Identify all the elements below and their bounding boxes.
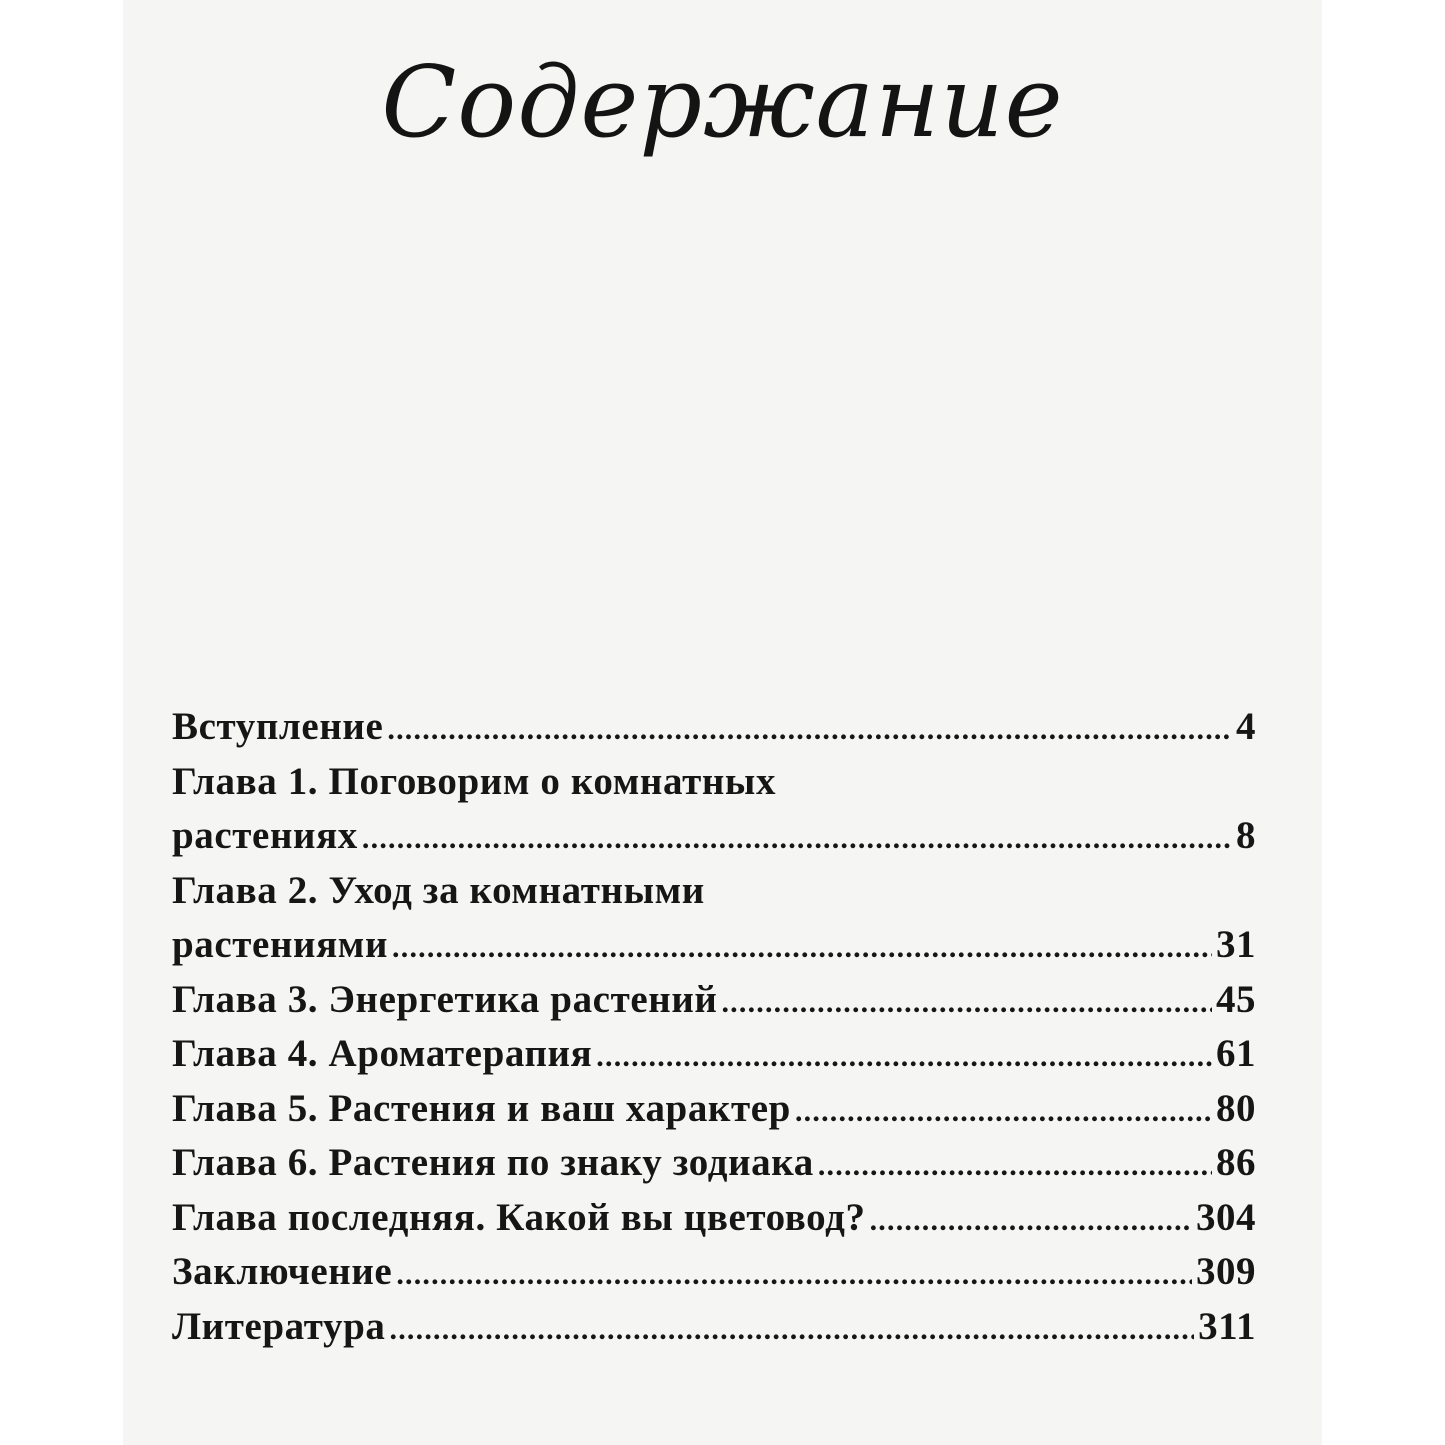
toc-entry-chapter-1-line-1	[172, 755, 1256, 810]
toc-entry-chapter-4	[172, 1027, 1256, 1082]
toc-entry-page-number: 61	[1216, 1032, 1256, 1075]
dot-leader	[387, 703, 1232, 755]
toc-entry-chapter-1-line-2	[172, 809, 1256, 864]
toc-entry-label: Вступление	[172, 705, 384, 748]
toc-entry-chapter-5	[172, 1082, 1256, 1137]
dot-leader	[596, 1030, 1212, 1082]
toc-entry-label: растениями	[172, 923, 389, 966]
toc-entry-label: растениях	[172, 814, 358, 857]
toc-entry-page-number: 80	[1216, 1086, 1256, 1130]
toc-entry-bibliography	[172, 1300, 1256, 1355]
toc-entry-page-number: 31	[1216, 923, 1256, 966]
toc-entry-page-number: 304	[1196, 1195, 1256, 1239]
table-of-contents	[172, 700, 1256, 1354]
page-title: Содержание	[381, 46, 1064, 160]
toc-entry-conclusion	[172, 1245, 1256, 1300]
dot-leader	[818, 1139, 1212, 1191]
dot-leader	[870, 1194, 1192, 1246]
toc-entry-label: Глава 6. Растения по знаку зодиака	[172, 1141, 814, 1184]
toc-entry-introduction	[172, 700, 1256, 755]
toc-entry-last-chapter	[172, 1191, 1256, 1246]
dot-leader	[795, 1085, 1212, 1137]
toc-entry-label: Глава 3. Энергетика растений	[172, 977, 718, 1021]
toc-entry-page-number: 45	[1216, 977, 1256, 1021]
book-page	[123, 0, 1322, 1445]
toc-entry-label: Глава 2. Уход за комнатными	[172, 868, 705, 912]
toc-entry-chapter-6	[172, 1136, 1256, 1191]
toc-entry-page-number: 86	[1216, 1141, 1256, 1184]
toc-entry-page-number: 311	[1198, 1304, 1256, 1348]
toc-entry-label: Глава 5. Растения и ваш характер	[172, 1086, 791, 1130]
toc-entry-label: Литература	[172, 1304, 386, 1348]
toc-entry-chapter-3	[172, 973, 1256, 1028]
dot-leader	[396, 1248, 1192, 1300]
dot-leader	[362, 812, 1232, 864]
toc-entry-page-number: 309	[1196, 1250, 1256, 1293]
dot-leader	[392, 921, 1212, 973]
toc-entry-chapter-2-line-2	[172, 918, 1256, 973]
dot-leader	[390, 1303, 1195, 1355]
toc-entry-label: Глава 1. Поговорим о комнатных	[172, 759, 777, 803]
toc-entry-label: Глава 4. Ароматерапия	[172, 1032, 593, 1075]
dot-leader	[721, 976, 1212, 1028]
toc-entry-label: Глава последняя. Какой вы цветовод?	[172, 1195, 866, 1239]
toc-entry-page-number: 4	[1236, 705, 1256, 748]
toc-entry-chapter-2-line-1	[172, 864, 1256, 919]
toc-entry-label: Заключение	[172, 1250, 393, 1293]
toc-entry-page-number: 8	[1236, 814, 1256, 857]
